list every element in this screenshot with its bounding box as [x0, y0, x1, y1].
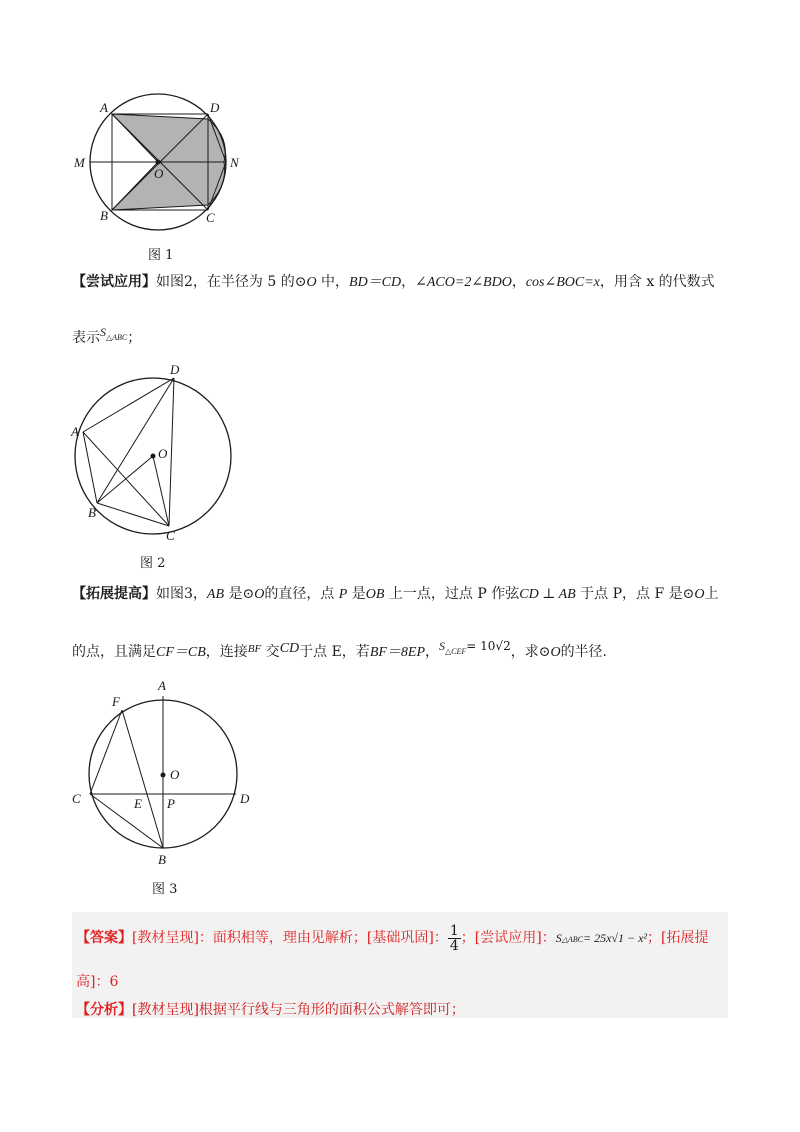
- figure-1-caption: 图 1: [148, 248, 174, 263]
- label-o: O: [170, 767, 180, 782]
- condition-bd-cd: BD＝CD: [349, 275, 402, 290]
- point-o: [151, 454, 156, 459]
- seg-ob: OB: [365, 587, 385, 602]
- figure-1-diagram: [60, 90, 260, 240]
- label-o: O: [158, 446, 168, 461]
- extend-bracket: 【拓展提高】: [72, 586, 156, 602]
- label-a: A: [100, 100, 108, 115]
- try-apply-line-1: [72, 272, 715, 293]
- extend-text-a: 如图3，: [156, 586, 207, 602]
- figure-3-diagram: [64, 672, 264, 872]
- line-ab: [83, 432, 97, 503]
- point-o: [161, 773, 166, 778]
- extend-line-2: [72, 636, 607, 663]
- extend-text-2c: 交: [261, 644, 280, 660]
- answer-line-1: [76, 922, 708, 956]
- answer-tag: 【答案】: [76, 930, 132, 946]
- try-apply-text-1: 如图2，在半径为 5 的: [156, 274, 295, 290]
- label-f: F: [112, 694, 120, 709]
- extend-text-2e: ，: [425, 644, 440, 660]
- line-co: [153, 456, 169, 526]
- extend-text-b: 是: [224, 586, 243, 602]
- line-ad: [83, 378, 174, 432]
- figure-2-caption: 图 2: [140, 556, 166, 571]
- extend-text-2f: ，求: [510, 644, 539, 660]
- area-subscript: △CEF: [445, 647, 467, 656]
- answer-line-2: [76, 972, 118, 992]
- extend-text-f: 于点 P，点 F 是: [575, 586, 683, 602]
- try-apply-tail: ，用含 x 的代数式: [599, 274, 715, 290]
- label-b: B: [88, 505, 96, 520]
- label-e: E: [134, 796, 142, 811]
- label-d: D: [210, 100, 220, 115]
- label-d: D: [240, 791, 250, 806]
- extend-text-e: 上一点，过点 P 作弦: [384, 586, 520, 602]
- label-d: D: [170, 362, 180, 377]
- bf-eq-8ep: BF＝8EP: [369, 645, 426, 660]
- circle-o-symbol: ⊙O: [294, 275, 317, 290]
- try-apply-line2-suffix: ；: [127, 330, 142, 346]
- line-bo: [97, 456, 153, 503]
- extend-text-g: 上: [704, 586, 719, 602]
- cf-eq-cb: CF＝CB: [156, 645, 206, 660]
- label-m: M: [74, 155, 85, 170]
- circle-o-symbol: ⊙O: [242, 587, 265, 602]
- extend-text-d: 是: [347, 586, 366, 602]
- comma-1: ，: [401, 274, 416, 290]
- answer-part-1: [教材呈现]：面积相等，理由见解析；[基础巩固]：: [132, 930, 448, 946]
- label-b: B: [100, 208, 108, 223]
- answer-part-2: ；[尝试应用]：: [460, 930, 556, 946]
- line-fb: [122, 710, 163, 848]
- shaded-region-upper: [112, 114, 224, 162]
- condition-angle: ∠ACO=2∠BDO: [415, 275, 512, 290]
- try-apply-line2-prefix: 表示: [72, 330, 100, 346]
- circle-o-symbol-3: ⊙O: [538, 645, 561, 660]
- label-b: B: [158, 852, 166, 867]
- circle-o-symbol-2: ⊙O: [682, 587, 705, 602]
- extend-text-c: 的直径，点: [264, 586, 339, 602]
- try-apply-line-2: [72, 322, 141, 348]
- analysis-text: [教材呈现]根据平行线与三角形的面积公式解答即可；: [132, 1002, 465, 1018]
- point-o: [156, 160, 161, 165]
- figure-3-caption: 图 3: [152, 882, 178, 897]
- analysis-tag: 【分析】: [76, 1002, 132, 1018]
- comma-2: ，: [511, 274, 526, 290]
- seg-cd: CD: [279, 641, 300, 656]
- area-subscript: △ABC: [106, 333, 128, 342]
- try-apply-mid: 中，: [316, 274, 350, 290]
- seg-bf: BF: [247, 643, 262, 655]
- condition-cos: cos∠BOC=x: [525, 275, 600, 290]
- area-value: = 10√2: [466, 639, 511, 653]
- line-cb: [90, 794, 163, 848]
- area-symbol: S: [439, 639, 446, 653]
- answer-formula: [556, 931, 647, 946]
- label-o: O: [154, 166, 164, 181]
- label-c: C: [206, 210, 215, 225]
- seg-ab: AB: [206, 587, 225, 602]
- label-a: A: [158, 678, 166, 693]
- label-a: A: [71, 424, 79, 439]
- label-c: C: [72, 791, 81, 806]
- line-cd: [169, 378, 174, 526]
- shaded-region-lower: [112, 162, 224, 210]
- label-p: P: [167, 796, 175, 811]
- fraction-numerator: 1: [449, 922, 459, 939]
- formula-rest: = 25x√1 − x²: [582, 931, 648, 945]
- fraction-denominator: 4: [449, 937, 459, 954]
- extend-text-2b: ，连接: [205, 644, 248, 660]
- analysis-line: [76, 1000, 465, 1020]
- answer-line2-text: 高]：6: [76, 974, 119, 990]
- label-c: C: [166, 528, 175, 543]
- point-p: P: [338, 587, 348, 602]
- line-bd: [97, 378, 174, 503]
- formula-sub: △ABC: [561, 935, 583, 944]
- label-n: N: [230, 155, 239, 170]
- cd-perp-ab: CD ⊥ AB: [519, 587, 576, 602]
- extend-text-2g: 的半径.: [560, 644, 608, 660]
- line-cf: [90, 710, 122, 794]
- figure-2-diagram: [60, 362, 250, 552]
- formula-s: S: [555, 931, 562, 945]
- answer-part-3: ；[拓展提: [647, 930, 709, 946]
- extend-text-2d: 于点 E，若: [299, 644, 370, 660]
- area-symbol: S: [100, 325, 106, 339]
- try-apply-bracket: 【尝试应用】: [72, 274, 156, 290]
- extend-text-2a: 的点，且满足: [72, 644, 156, 660]
- extend-line-1: [72, 584, 719, 605]
- answer-fraction: [448, 924, 461, 953]
